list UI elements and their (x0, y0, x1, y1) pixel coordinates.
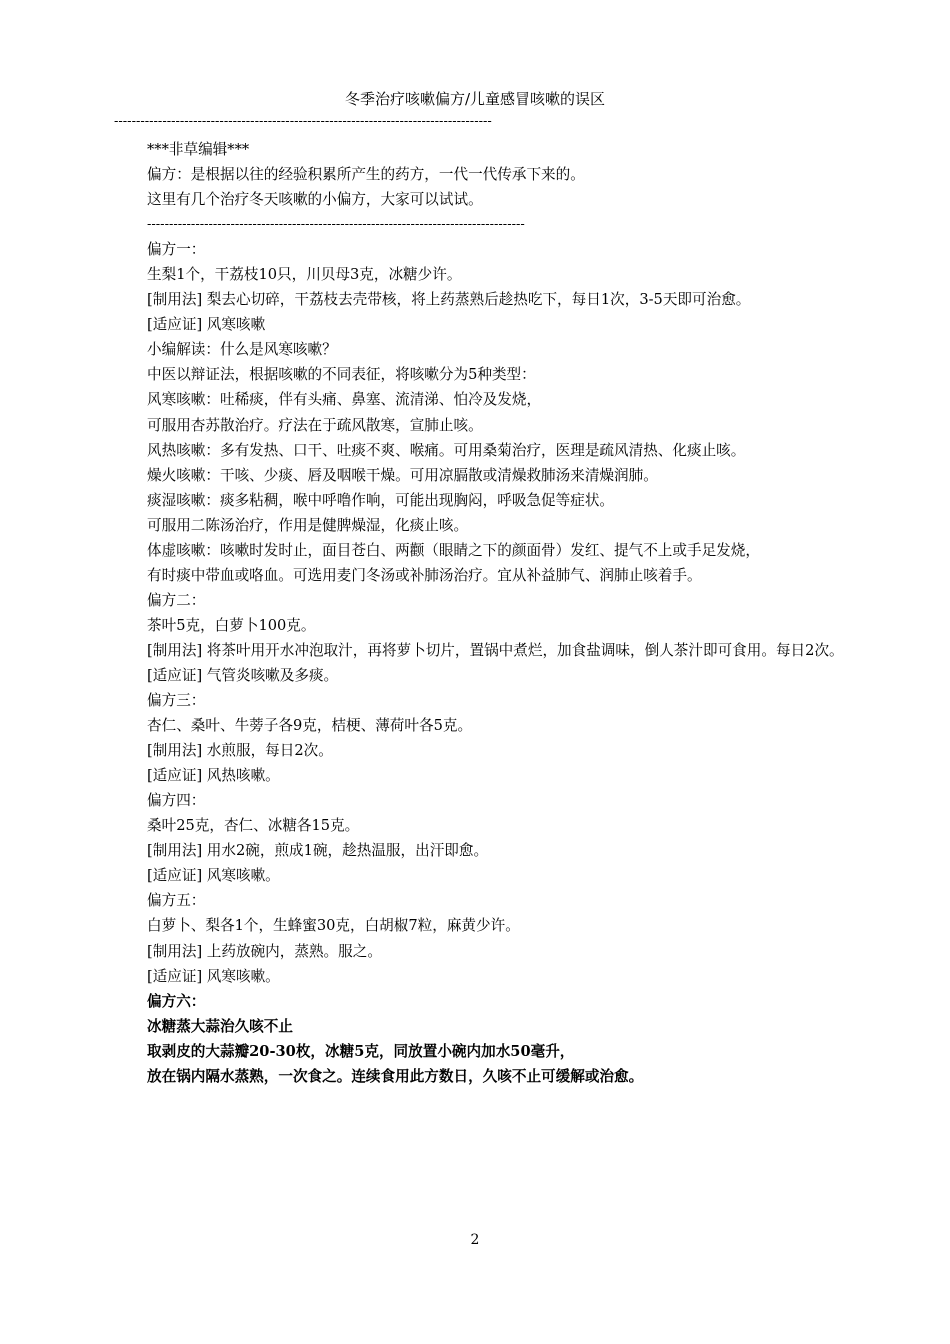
editor-line: ***非草编辑*** (147, 141, 250, 158)
remedy-3-ingredients: 杏仁、桑叶、牛蒡子各9克，桔梗、薄荷叶各5克。 (147, 717, 473, 735)
remedy-3-method: [制用法] 水煎服，每日2次。 (147, 742, 333, 760)
remedy-4-indication: [适应证] 风寒咳嗽。 (147, 867, 280, 885)
cough-type-deficiency-treatment: 有时痰中带血或咯血。可选用麦门冬汤或补肺汤治疗。宜从补益肺气、润肺止咳着手。 (147, 566, 702, 584)
cough-type-phlegm-damp-treatment: 可服用二陈汤治疗，作用是健脾燥湿，化痰止咳。 (147, 516, 469, 534)
remedy-3-heading: 偏方三： (147, 692, 206, 710)
remedy-6-name: 冰糖蒸大蒜治久咳不止 (147, 1017, 293, 1035)
remedy-5-method: [制用法] 上药放碗内，蒸熟。服之。 (147, 942, 382, 960)
title-separator: -------------------------------------------------------------------------------------- (114, 114, 492, 129)
remedy-4-ingredients: 桑叶25克，杏仁、冰糖各15克。 (147, 817, 360, 835)
remedy-1-ingredients: 生梨1个，干荔枝10只，川贝母3克，冰糖少许。 (147, 266, 462, 284)
remedy-6-heading: 偏方六： (147, 992, 206, 1010)
editor-note-line: 中医以辩证法，根据咳嗽的不同表征，将咳嗽分为5种类型： (147, 366, 536, 384)
remedy-2-indication: [适应证] 气管炎咳嗽及多痰。 (147, 666, 339, 684)
remedy-1-heading: 偏方一： (147, 241, 206, 259)
cough-type-wind-cold-treatment: 可服用杏苏散治疗。疗法在于疏风散寒，宣肺止咳。 (147, 416, 483, 434)
remedy-3-indication: [适应证] 风热咳嗽。 (147, 767, 280, 785)
document-title: 冬季治疗咳嗽偏方/儿童感冒咳嗽的误区 (344, 90, 606, 108)
remedy-5-ingredients: 白萝卜、梨各1个，生蜂蜜30克，白胡椒7粒，麻黄少许。 (147, 917, 520, 935)
document-body (114, 137, 844, 1089)
remedy-1-method: [制用法] 梨去心切碎，干荔枝去壳带核，将上药蒸熟后趁热吃下，每日1次，3-5天即可治愈。 (147, 291, 751, 309)
remedy-5-heading: 偏方五： (147, 892, 206, 910)
cough-type-deficiency: 体虚咳嗽：咳嗽时发时止，面目苍白、两颧（眼睛之下的颜面骨）发红、提气不上或手足发烧， (147, 541, 760, 559)
remedy-4-heading: 偏方四： (147, 792, 206, 810)
editor-note-question: 小编解读：什么是风寒咳嗽？ (147, 341, 337, 359)
page-number: 2 (470, 1232, 480, 1248)
cough-type-wind-heat: 风热咳嗽：多有发热、口干、吐痰不爽、喉痛。可用桑菊治疗，医理是疏风清热、化痰止咳。 (147, 441, 746, 459)
cough-type-dry-fire: 燥火咳嗽：干咳、少痰、唇及咽喉干燥。可用凉膈散或清燥救肺汤来清燥润肺。 (147, 466, 658, 484)
definition-line: 偏方：是根据以往的经验积累所产生的药方，一代一代传承下来的。 (147, 166, 585, 184)
remedy-2-ingredients: 茶叶5克，白萝卜100克。 (147, 616, 316, 634)
remedy-5-indication: [适应证] 风寒咳嗽。 (147, 967, 280, 985)
cough-type-wind-cold: 风寒咳嗽：吐稀痰，伴有头痛、鼻塞、流清涕、怕冷及发烧， (147, 391, 542, 409)
remedy-6-ingredients: 取剥皮的大蒜瓣20-30枚，冰糖5克，同放置小碗内加水50毫升， (147, 1042, 575, 1060)
intro-line: 这里有几个治疗冬天咳嗽的小偏方，大家可以试试。 (147, 191, 483, 209)
remedy-2-heading: 偏方二： (147, 591, 206, 609)
cough-type-phlegm-damp: 痰湿咳嗽：痰多粘稠，喉中呼噜作响，可能出现胸闷，呼吸急促等症状。 (147, 491, 615, 509)
remedy-4-method: [制用法] 用水2碗，煎成1碗，趁热温服，出汗即愈。 (147, 842, 489, 860)
section-separator: -------------------------------------------------------------------------------------- (147, 217, 525, 233)
remedy-2-method: [制用法] 将茶叶用开水冲泡取汁，再将萝卜切片，置锅中煮烂，加食盐调味，倒人茶汁即可食用。每日2次。 (147, 641, 844, 659)
remedy-1-indication: [适应证] 风寒咳嗽 (147, 316, 266, 334)
remedy-6-method: 放在锅内隔水蒸熟，一次食之。连续食用此方数日，久咳不止可缓解或治愈。 (147, 1067, 644, 1085)
